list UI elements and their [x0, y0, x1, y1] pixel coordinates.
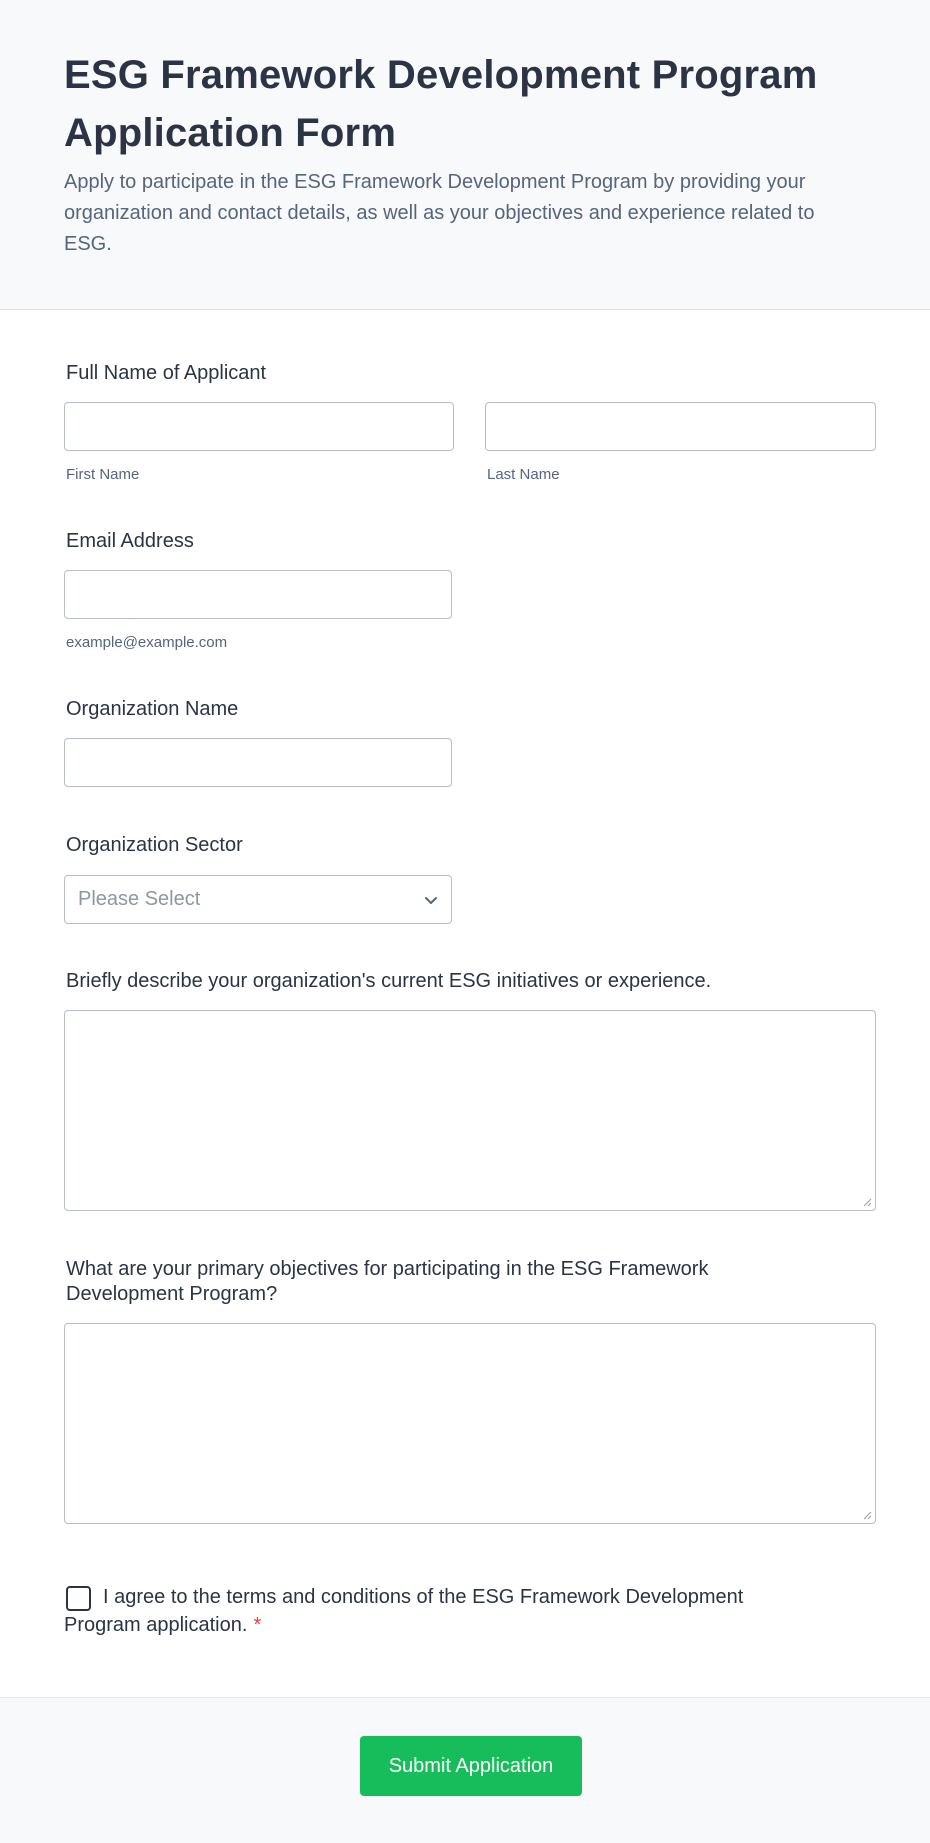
- email-label: Email Address: [66, 530, 194, 552]
- organization-sector-select[interactable]: [64, 875, 452, 924]
- form-description: Apply to participate in the ESG Framework Development Program by providing your organization and contact details, as well as your objectives and experience related to ESG.: [64, 171, 815, 255]
- resize-grip-icon[interactable]: [862, 1510, 872, 1520]
- chevron-down-icon: [423, 892, 439, 908]
- objectives-textarea[interactable]: [64, 1323, 876, 1524]
- terms-text: I agree to the terms and conditions of the ESG Framework Development Program application.: [64, 1586, 744, 1636]
- organization-name-label: Organization Name: [66, 698, 239, 720]
- required-asterisk: *: [253, 1614, 262, 1636]
- submit-application-button[interactable]: Submit Application: [360, 1736, 582, 1796]
- organization-name-input[interactable]: [64, 738, 452, 787]
- email-input[interactable]: [64, 570, 452, 619]
- full-name-label: Full Name of Applicant: [66, 362, 267, 384]
- organization-sector-selected: Please Select: [78, 888, 201, 910]
- first-name-input[interactable]: [64, 402, 454, 451]
- last-name-input[interactable]: [485, 402, 876, 451]
- first-name-sublabel: First Name: [66, 466, 140, 483]
- terms-label[interactable]: [64, 1583, 804, 1639]
- esg-initiatives-textarea[interactable]: [64, 1010, 876, 1211]
- last-name-sublabel: Last Name: [487, 466, 560, 483]
- form-title: ESG Framework Development Program Application Form: [64, 53, 818, 155]
- objectives-label: What are your primary objectives for participating in the ESG Framework Development Program?: [66, 1258, 709, 1305]
- organization-sector-label: Organization Sector: [66, 834, 243, 856]
- form-footer: [0, 1697, 930, 1843]
- email-sublabel: example@example.com: [66, 634, 228, 651]
- form-header: [0, 0, 930, 310]
- resize-grip-icon[interactable]: [862, 1197, 872, 1207]
- esg-initiatives-label: Briefly describe your organization's current ESG initiatives or experience.: [66, 970, 712, 992]
